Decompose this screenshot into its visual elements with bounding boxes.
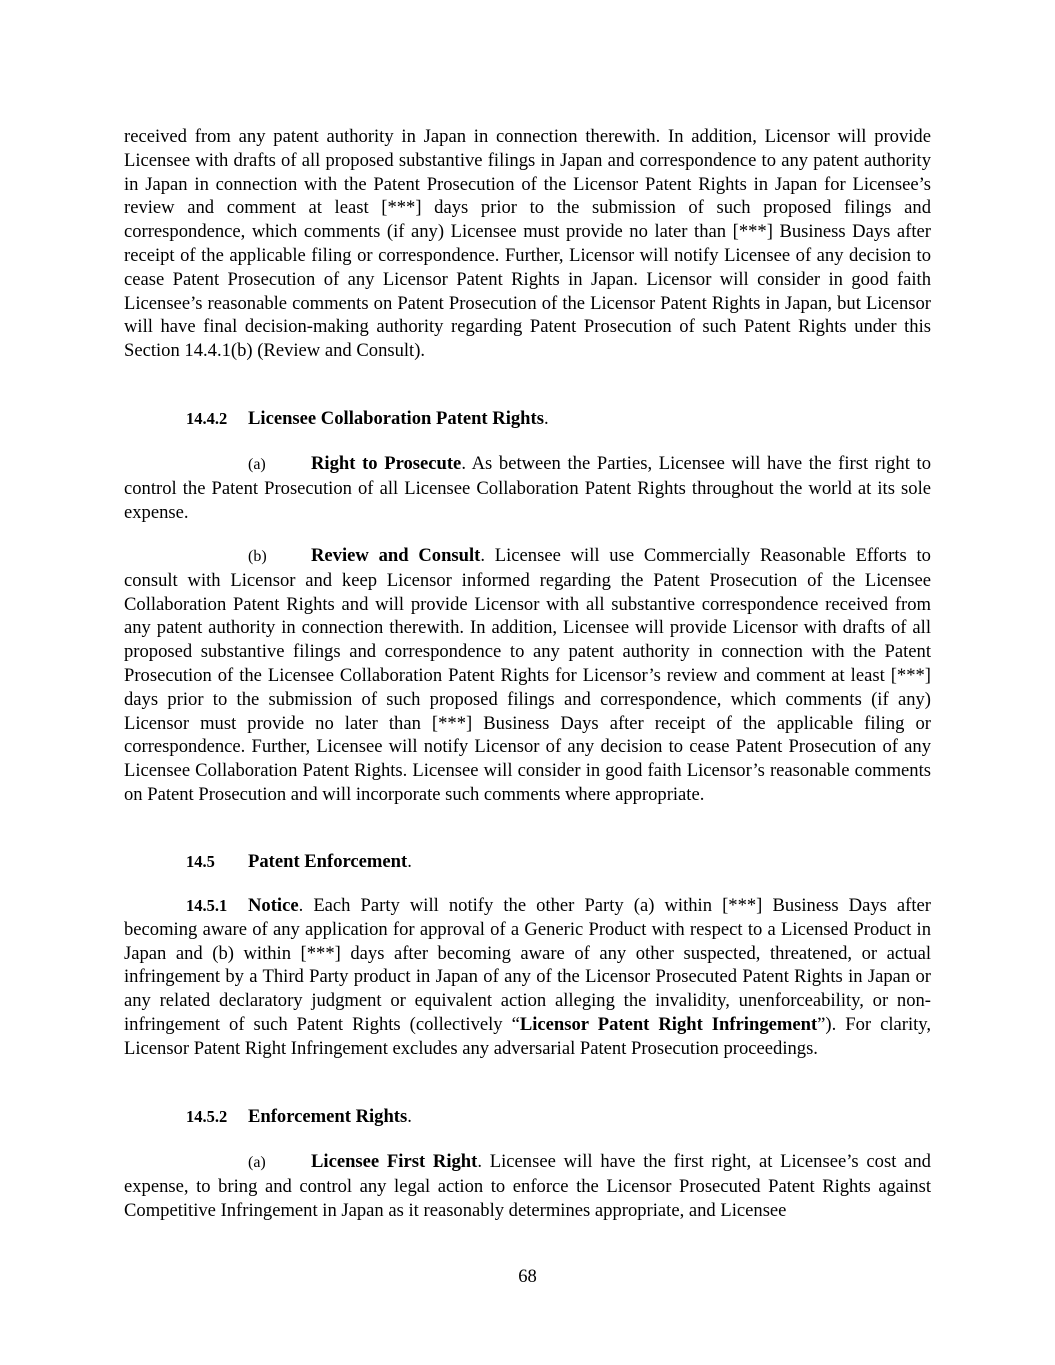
page-number: 68 (518, 1266, 537, 1287)
section-heading-14-5 (186, 850, 886, 874)
section-title: Enforcement Rights (248, 1106, 408, 1127)
subparagraph-label: (a) (248, 456, 266, 473)
section-title-suffix: . (407, 851, 412, 872)
section-number: 14.4.2 (186, 409, 228, 428)
subparagraph-title: Review and Consult (311, 545, 481, 566)
paragraph-continuation (124, 125, 931, 363)
paragraph-14-5-2-a (124, 1150, 931, 1222)
section-title: Patent Enforcement (248, 851, 408, 872)
section-heading-14-4-2 (186, 407, 886, 431)
section-title: Notice (248, 895, 299, 916)
section-title: Licensee Collaboration Patent Rights (248, 408, 544, 429)
subparagraph-title: Licensee First Right (311, 1151, 478, 1172)
subparagraph-text: . Licensee will have the first right, at Licensee’s cost and expense, to bring and control any legal action to enforce the Licensor Prosecuted Patent Rights against Competitive Infringement in Japan as it reasonably determines appropriate, and Licensee (124, 1151, 931, 1221)
paragraph-text: . Each Party will notify the other Party (a) within [***] Business Days after becoming aware of any application for approval of a Generic Product with respect to a Licensed Product in Japan and (b) within [***] days after becoming aware of any other suspected, threatened, or actual infringement by a Third Party product in Japan of any of the Licensor Prosecuted Patent Rights in Japan or any related declaratory judgment or equivalent action alleging the invalidity, unenforceability, or non-infringement of such Patent Rights (collectively “ (124, 895, 931, 1035)
subparagraph-text: . Licensee will use Commercially Reasonable Efforts to consult with Licensor and keep Licensor informed regarding the Patent Prosecution of the Licensee Collaboration Patent Rights and will provide Licensor with all substantive correspondence received from any patent authority in connection therewith. In addition, Licensee will provide Licensor with drafts of all proposed substantive filings and correspondence to any patent authority in connection with the Patent Prosecution of the Licensee Collaboration Patent Rights for Licensor’s review and comment at least [***] days prior to the submission of such proposed filings and correspondence, which comments (if any) Licensor must provide no later than [***] Business Days after receipt of the applicable filing or correspondence. Further, Licensee will notify Licensor of any decision to cease Patent Prosecution of any Licensee Collaboration Patent Rights. Licensee will consider in good faith Licensor’s reasonable comments on Patent Prosecution and will incorporate such comments where appropriate. (124, 545, 931, 805)
section-number: 14.5.2 (186, 1107, 228, 1126)
paragraph-continuation-text: received from any patent authority in Japan in connection therewith. In addition, Licensor will provide Licensee with drafts of all proposed substantive filings in Japan and correspondence to any patent authority in Japan in connection with the Patent Prosecution of the Licensor Patent Rights in Japan for Licensee’s review and comment at least [***] days prior to the submission of such proposed filings and correspondence, which comments (if any) Licensee must provide no later than [***] Business Days after receipt of the applicable filing or correspondence. Further, Licensor will notify Licensee of any decision to cease Patent Prosecution of any Licensor Patent Rights in Japan. Licensor will consider in good faith Licensee’s reasonable comments on Patent Prosecution of the Licensor Patent Rights in Japan, but Licensor will have final decision-making authority regarding Patent Prosecution of such Patent Rights under this Section 14.4.1(b) (Review and Consult). (124, 126, 931, 362)
section-title-suffix: . (543, 408, 549, 429)
subparagraph-text: . As between the Parties, Licensee will have the first right to control the Patent Prosecution of all Licensee Collaboration Patent Rights throughout the world at its sole expense. (124, 453, 931, 523)
paragraph-text-after: ”). For clarity, Licensor Patent Right Infringement excludes any adversarial Patent Prosecution proceedings. (124, 1013, 932, 1059)
paragraph-14-4-2-b (124, 544, 931, 807)
subparagraph-label: (b) (248, 548, 267, 565)
section-number: 14.5 (186, 852, 215, 871)
section-heading-14-5-2 (186, 1105, 886, 1129)
subparagraph-label: (a) (248, 1154, 266, 1171)
section-title-suffix: . (407, 1106, 412, 1127)
paragraph-14-4-2-a (124, 452, 931, 524)
paragraph-14-5-1 (124, 894, 931, 1061)
subparagraph-title: Right to Prosecute (311, 453, 462, 474)
defined-term: Licensor Patent Right Infringement (519, 1013, 818, 1035)
section-number: 14.5.1 (186, 896, 228, 915)
